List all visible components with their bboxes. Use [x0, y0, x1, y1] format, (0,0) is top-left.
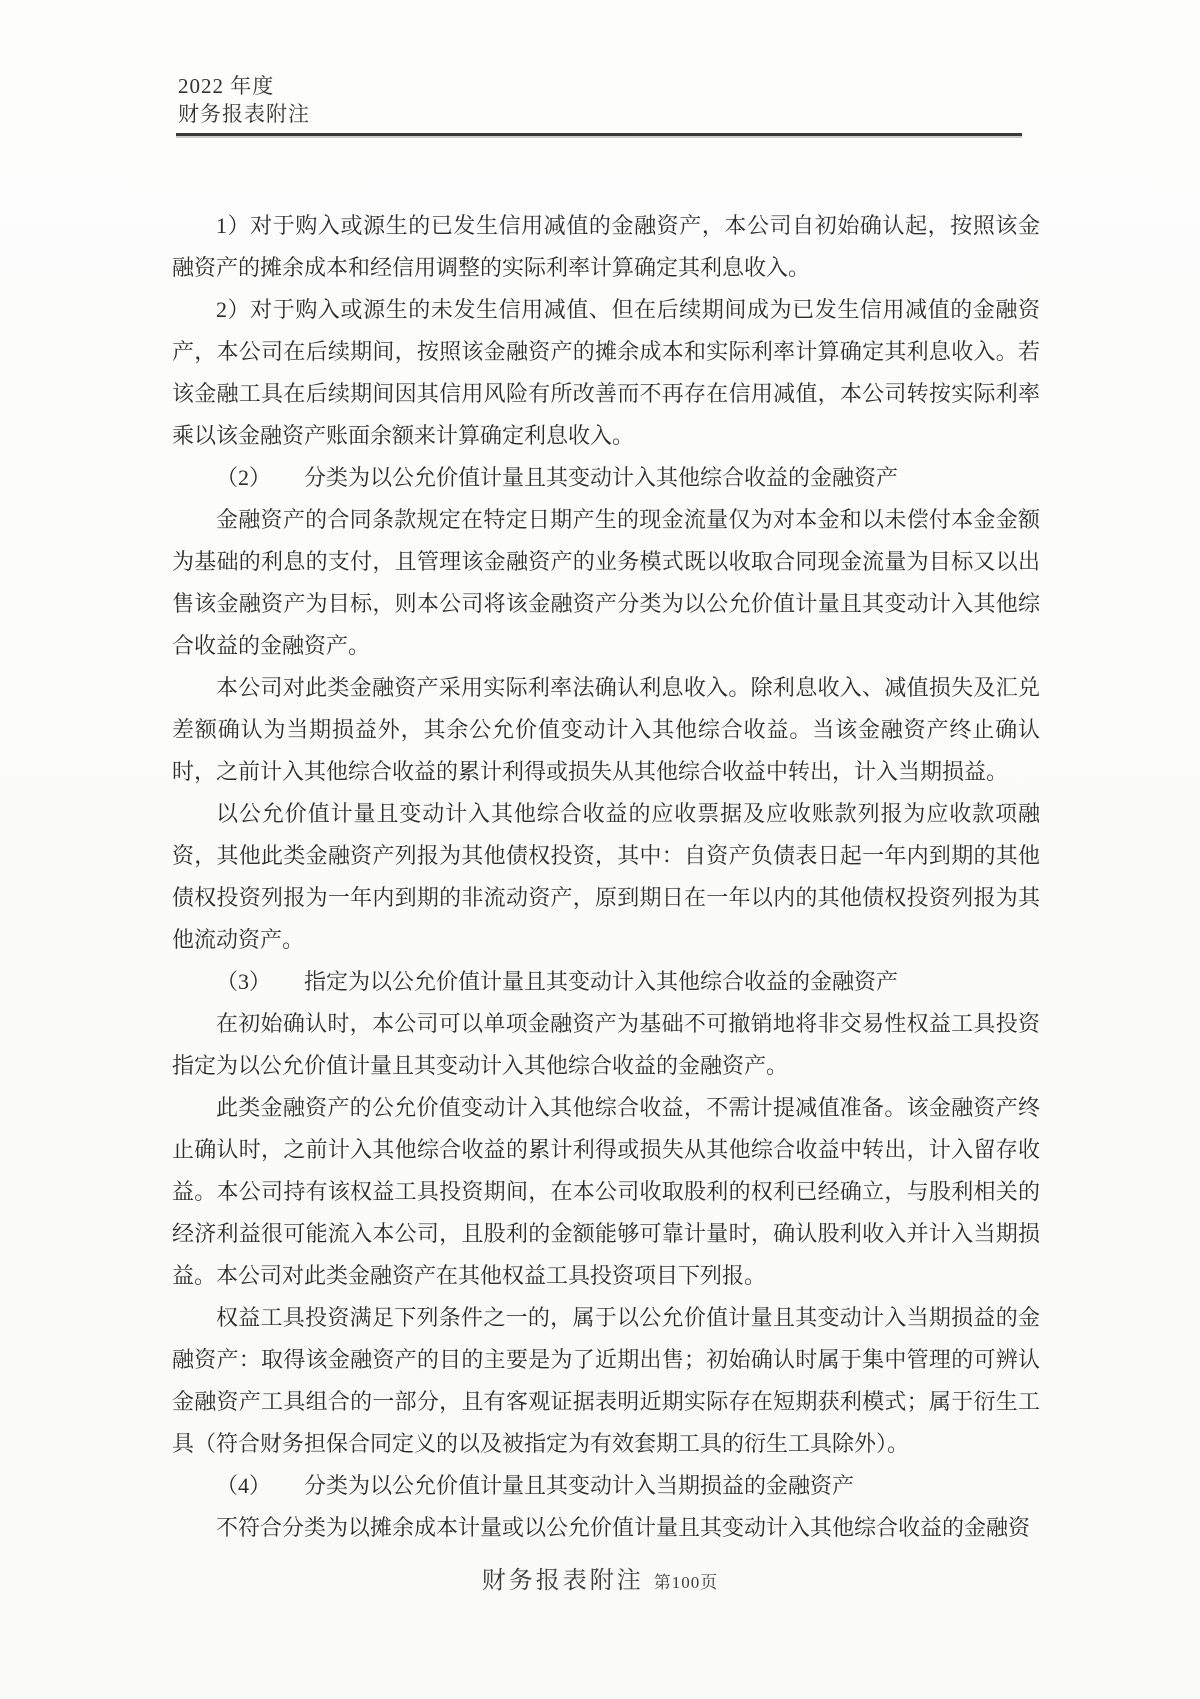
para-fvoci-designation: 在初始确认时，本公司可以单项金融资产为基础不可撤销地将非交易性权益工具投资指定为以公允价值计量且其变动计入其他综合收益的金融资产。 [172, 1011, 1040, 1078]
para-fvoci-presentation: 以公允价值计量且变动计入其他综合收益的应收票据及应收账款列报为应收款项融资，其他此类金融资产列报为其他债权投资，其中：自资产负债表日起一年内到期的其他债权投资列报为一年内到期的非流动资产，原到期日在一年以内的其他债权投资列报为其他流动资产。 [172, 801, 1040, 952]
page-footer [0, 1560, 1200, 1595]
para-trading-asset-conditions: 权益工具投资满足下列条件之一的，属于以公允价值计量且其变动计入当期损益的金融资产：取得该金融资产的目的主要是为了近期出售；初始确认时属于集中管理的可辨认金融资产工具组合的一部分，且有客观证据表明近期实际存在短期获利模式；属于衍生工具（符合财务担保合同定义的以及被指定为有效套期工具的衍生工具除外）。 [172, 1305, 1040, 1456]
footer-title: 财务报表附注 [481, 1568, 644, 1594]
section-heading-fvoci-designated: （3） 指定为以公允价值计量且其变动计入其他综合收益的金融资产 [216, 969, 899, 994]
header-title-line: 财务报表附注 [178, 102, 310, 126]
header-rule-divider [176, 133, 1022, 136]
clause-2-subsequent-credit-impairment: 2）对于购入或源生的未发生信用减值、但在后续期间成为已发生信用减值的金融资产，本公司在后续期间，按照该金融资产的摊余成本和实际利率计算确定其利息收入。若该金融工具在后续期间因其信用风险有所改善而不再存在信用减值，本公司转按实际利率乘以该金融资产账面余额来计算确定利息收入。 [172, 297, 1040, 448]
clause-1-purchased-credit-impaired: 1）对于购入或源生的已发生信用减值的金融资产，本公司自初始确认起，按照该金融资产的摊余成本和经信用调整的实际利率计算确定其利息收入。 [172, 213, 1040, 280]
page-header [178, 72, 310, 128]
para-equity-instrument-accounting: 此类金融资产的公允价值变动计入其他综合收益，不需计提减值准备。该金融资产终止确认时，之前计入其他综合收益的累计利得或损失从其他综合收益中转出，计入留存收益。本公司持有该权益工具投资期间，在本公司收取股利的权利已经确立，与股利相关的经济利益很可能流入本公司，且股利的金额能够可靠计量时，确认股利收入并计入当期损益。本公司对此类金融资产在其他权益工具投资项目下列报。 [172, 1095, 1040, 1288]
para-fvoci-classification-criteria: 金融资产的合同条款规定在特定日期产生的现金流量仅为对本金和以未偿付本金金额为基础的利息的支付，且管理该金融资产的业务模式既以收取合同现金流量为目标又以出售该金融资产为目标，则本公司将该金融资产分类为以公允价值计量且其变动计入其他综合收益的金融资产。 [172, 507, 1040, 658]
header-year-line: 2022 年度 [178, 74, 275, 98]
document-body [172, 205, 1040, 1549]
para-fvtpl-classification: 不符合分类为以摊余成本计量或以公允价值计量且其变动计入其他综合收益的金融资 [216, 1515, 1031, 1540]
footer-page-number: 第100页 [653, 1573, 719, 1592]
para-fvoci-interest-recognition: 本公司对此类金融资产采用实际利率法确认利息收入。除利息收入、减值损失及汇兑差额确认为当期损益外，其余公允价值变动计入其他综合收益。当该金融资产终止确认时，之前计入其他综合收益的累计利得或损失从其他综合收益中转出，计入当期损益。 [172, 675, 1040, 784]
section-heading-fvoci-classified: （2） 分类为以公允价值计量且其变动计入其他综合收益的金融资产 [216, 465, 899, 490]
section-heading-fvtpl-classified: （4） 分类为以公允价值计量且其变动计入当期损益的金融资产 [216, 1473, 855, 1498]
